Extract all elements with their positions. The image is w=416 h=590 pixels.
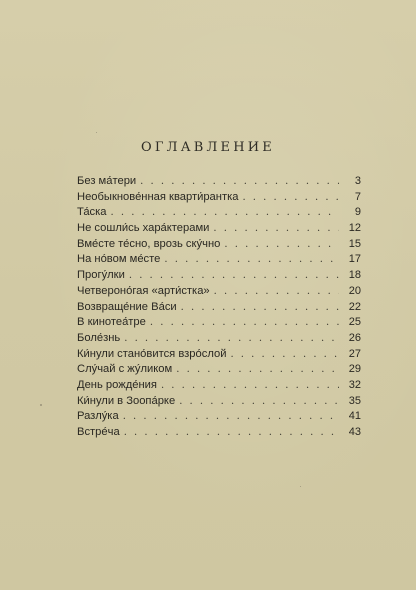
toc-entry: [77, 221, 361, 237]
toc-entry-title: Та́ска: [77, 206, 107, 219]
dot-leader: [161, 378, 339, 394]
toc-entry-page: 27: [348, 347, 361, 360]
dot-leader: [213, 221, 339, 237]
paper-speck: [96, 132, 97, 133]
toc-entry-title: Боле́знь: [77, 331, 121, 344]
dot-leader: [164, 252, 339, 268]
dot-leader: [123, 409, 339, 425]
dot-leader: [224, 237, 339, 253]
toc-entry-title: Без ма́тери: [77, 175, 137, 187]
toc-entry: [77, 425, 361, 441]
toc-entry-title: В кинотеа́тре: [77, 316, 146, 329]
dot-leader: [230, 347, 339, 363]
toc-entry-title: Встре́ча: [77, 426, 120, 438]
dot-leader: [129, 268, 339, 284]
dot-leader: [140, 174, 339, 190]
table-of-contents: [77, 174, 361, 441]
toc-entry: [77, 174, 361, 190]
toc-entry-page: 43: [348, 426, 361, 438]
toc-entry-page: 41: [348, 410, 361, 423]
toc-entry: [77, 252, 361, 268]
toc-entry-page: 17: [348, 253, 361, 266]
toc-entry-page: 22: [348, 300, 361, 313]
toc-entry-title: Слу́чай с жу́ликом: [77, 363, 173, 376]
toc-entry-title: Не сошли́сь хара́ктерами: [77, 222, 210, 235]
toc-entry-page: 18: [348, 269, 361, 282]
toc-entry: [77, 284, 361, 300]
dot-leader: [214, 284, 339, 300]
toc-entry-title: Возвраще́ние Ва́си: [77, 300, 177, 313]
dot-leader: [242, 190, 339, 206]
paper-speck: [40, 404, 42, 406]
dot-leader: [176, 362, 339, 378]
toc-entry-title: Вме́сте те́сно, врозь ску́чно: [77, 237, 221, 250]
toc-entry-page: 35: [348, 394, 361, 407]
paper-speck: [300, 486, 301, 487]
toc-entry: [77, 268, 361, 284]
toc-entry-page: 25: [348, 316, 361, 329]
toc-entry-title: День рожде́ния: [77, 378, 157, 391]
toc-entry-title: Прогу́лки: [77, 269, 125, 282]
toc-entry: [77, 190, 361, 206]
toc-entry-title: На но́вом ме́сте: [77, 253, 161, 266]
toc-entry-page: 29: [348, 363, 361, 376]
toc-entry: [77, 237, 361, 253]
toc-entry-page: 15: [348, 237, 361, 250]
toc-entry-page: 26: [348, 331, 361, 344]
toc-entry: [77, 331, 361, 347]
toc-entry: [77, 409, 361, 425]
toc-entry: [77, 205, 361, 221]
dot-leader: [124, 331, 339, 347]
toc-entry: [77, 362, 361, 378]
dot-leader: [179, 394, 339, 410]
toc-entry: [77, 315, 361, 331]
toc-entry-title: Ки́нули в Зоопа́рке: [77, 394, 176, 407]
toc-entry-page: 7: [354, 190, 361, 203]
toc-heading: ОГЛАВЛЕНИЕ: [140, 140, 275, 155]
toc-entry-title: Ки́нули стано́вится взро́слой: [77, 347, 227, 360]
toc-entry: [77, 300, 361, 316]
dot-leader: [150, 315, 339, 331]
dot-leader: [111, 205, 339, 221]
toc-entry-page: 32: [348, 378, 361, 391]
dot-leader: [124, 425, 339, 441]
toc-entry-page: 9: [354, 206, 361, 219]
dot-leader: [181, 300, 339, 316]
toc-entry: [77, 347, 361, 363]
toc-entry-title: Разлу́ка: [77, 410, 119, 423]
toc-entry-page: 12: [348, 222, 361, 235]
toc-entry-page: 20: [348, 284, 361, 297]
toc-entry-title: Необыкнове́нная кварти́рантка: [77, 190, 239, 203]
toc-entry: [77, 394, 361, 410]
toc-entry-page: 3: [354, 175, 361, 187]
toc-entry: [77, 378, 361, 394]
toc-entry-title: Четвероно́гая «арти́стка»: [77, 284, 210, 297]
